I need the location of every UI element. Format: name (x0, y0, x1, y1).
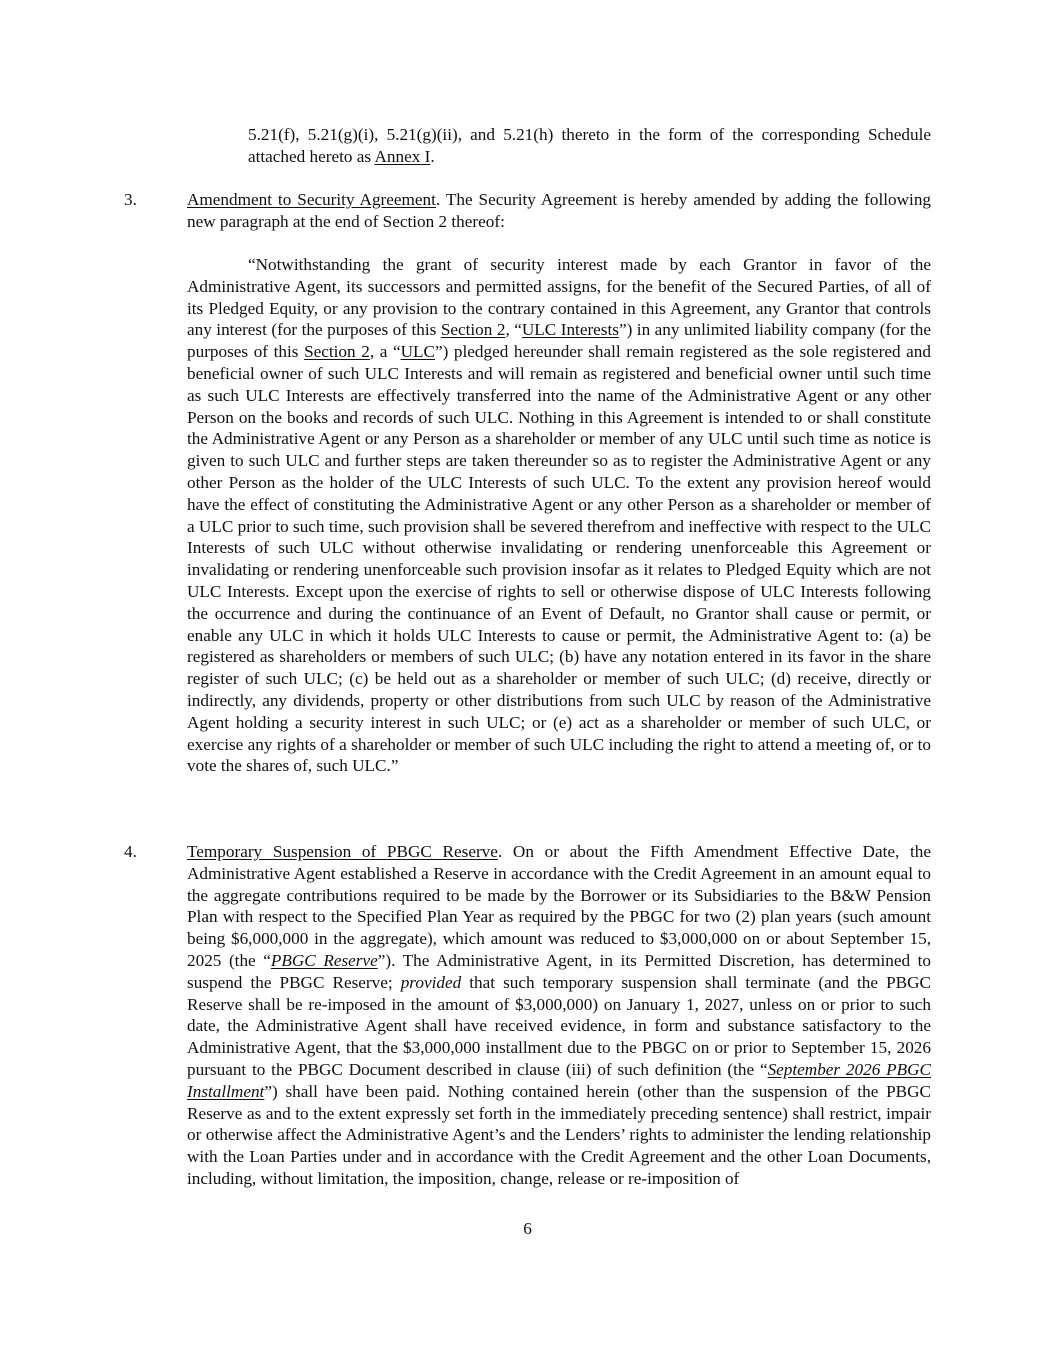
section-3-heading: Amendment to Security Agreement (187, 190, 436, 209)
section-3-heading-end: . (435, 190, 441, 209)
quote-text-5: ”) pledged hereunder shall remain registered as the sole registered and beneficial owner of such ULC Interests and will remain as registered and beneficial owner until such time as such ULC Interests are effectively transferred into the name of the Administrative Agent or any other Person on the books and records of such ULC. Nothing in this Agreement is intended to or shall constitute the Administrative Agent or any Person as a shareholder or member of any ULC until such time as notice is given to such ULC and further steps are taken thereunder so as to register the Administrative Agent or any other Person as the holder of the ULC Interests of such ULC. To the extent any provision hereof would have the effect of constituting the Administrative Agent or any other Person as a shareholder or member of a ULC prior to such time, such provision shall be severed therefrom and ineffective with respect to the ULC Interests of such ULC without otherwise invalidating or rendering unenforceable this Agreement or invalidating or rendering unenforceable such provision insofar as it relates to Pledged Equity which are not ULC Interests. Except upon the exercise of rights to sell or otherwise dispose of ULC Interests following the occurrence and during the continuance of an Event of Default, no Grantor shall cause or permit, or enable any ULC in which it holds ULC Interests to cause or permit, the Administrative Agent to: (a) be registered as shareholders or members of such ULC; (b) have any notation entered in its favor in the share register of such ULC; (c) be held out as a shareholder or member of such ULC; (d) receive, directly or indirectly, any dividends, property or other distributions from such ULC by reason of the Administrative Agent holding a security interest in such ULC; or (e) act as a shareholder or member of such ULC, or exercise any rights of a shareholder or member of such ULC including the right to attend a meeting of, or to vote the shares of, such ULC.” (187, 342, 931, 776)
section-4-paragraph (187, 841, 931, 1190)
section-4-heading: Temporary Suspension of PBGC Reserve (187, 842, 498, 861)
section-4-text-2: ”). The Administrative Agent, in its Permitted Discretion, has determined to suspend the PBGC Reserve; (187, 950, 931, 992)
quote-text-2: , “ (505, 320, 522, 340)
section-3-intro-text: The Security Agreement is hereby amended by adding the following new paragraph at the end of Section 2 thereof: (187, 190, 932, 231)
section-4-text-1: On or about the Fifth Amendment Effective Date, the Administrative Agent established a Reserve in accordance with the Credit Agreement in an amount equal to the aggregate contributions required to be made by the Borrower or its Subsidiaries to the B&W Pension Plan with respect to the Specified Plan Year as required by the PBGC for two (2) plan years (such amount being $6,000,000 in the aggregate), which amount was reduced to $3,000,000 on or about September 15, 2025 (the “ (187, 842, 931, 970)
section-2-reference: Section 2 (440, 320, 506, 340)
section-4-text-3: that such temporary suspension shall terminate (and the PBGC Reserve shall be re-imposed in the amount of $3,000,000) on January 1, 2027, unless on or prior to such date, the Administrative Agent shall have received evidence, in form and substance satisfactory to the Administrative Agent, that the $3,000,000 installment due to the PBGC on or prior to September 15, 2026 pursuant to the PBGC Document described in clause (iii) of such definition (the “ (187, 972, 931, 1079)
installment-term: September 2026 PBGC Installment (187, 1059, 931, 1101)
quote-text-4: , a “ (369, 342, 401, 362)
quote-text-1: “Notwithstanding the grant of security interest made by each Grantor in favor of the Administrative Agent, its successors and permitted assigns, for the benefit of the Secured Parties, of all of its Pledged Equity, or any provision to the contrary contained in this Agreement, any Grantor that controls any interest (for the purposes of this (187, 255, 931, 340)
page-number: 6 (523, 1219, 532, 1238)
section-3-intro (187, 189, 931, 233)
section-4-text-4: ”) shall have been paid. Nothing contained herein (other than the suspension of the PBGC Reserve as and to the extent expressly set forth in the immediately preceding sentence) shall restrict, impair or otherwise affect the Administrative Agent’s and the Lenders’ rights to administer the lending relationship with the Loan Parties under and in accordance with the Credit Agreement and the other Loan Documents, including, without limitation, the imposition, change, release or re-imposition of (187, 1081, 931, 1188)
section-2-reference: Section 2 (304, 342, 370, 362)
section-4-number: 4. (124, 842, 137, 861)
section-3-number: 3. (124, 190, 137, 209)
section-4-heading-end: . (497, 842, 503, 861)
continuation-end: . (430, 146, 435, 166)
ulc-term: ULC (400, 342, 435, 362)
pbgc-reserve-term: PBGC Reserve (270, 950, 378, 970)
section-3-quoted-paragraph (187, 254, 931, 777)
quote-text-3: ”) in any unlimited liability company (for the purposes of this (187, 320, 931, 362)
ulc-interests-term: ULC Interests (521, 320, 619, 340)
continuation-paragraph (248, 124, 931, 168)
annex-link[interactable]: Annex I (374, 146, 431, 166)
provided-term: provided (400, 972, 462, 992)
continuation-text: 5.21(f), 5.21(g)(i), 5.21(g)(ii), and 5.21(h) thereto in the form of the corresponding Schedule attached hereto as (248, 125, 931, 166)
